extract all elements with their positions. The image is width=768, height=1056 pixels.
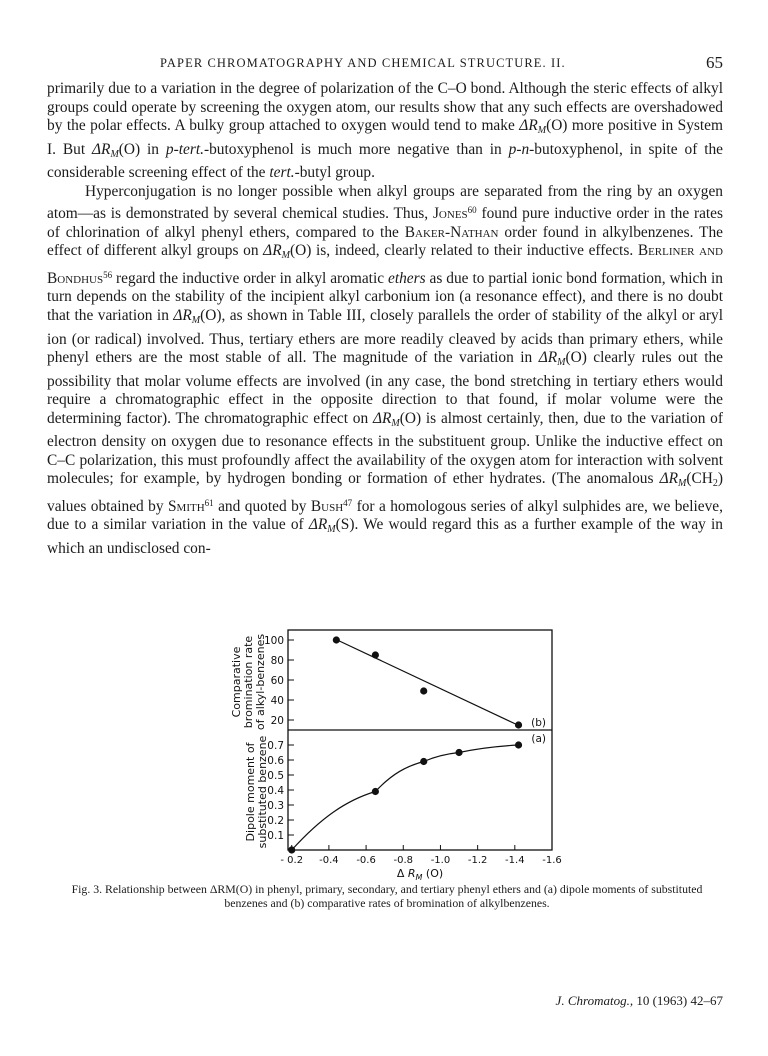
caption-text: Fig. 3. Relationship between ΔRM(O) in phenyl, primary, secondary, and tertiary phenyl ethers and (a) dipole moments of substituted benzenes and (b) comparative rates of bromination of alkylbenzenes. bbox=[71, 882, 703, 910]
panel-label-b: (b) bbox=[531, 717, 546, 729]
ytick-label-a: 0.4 bbox=[267, 785, 284, 797]
figure-3 bbox=[190, 620, 610, 980]
xtick-label: -0.8 bbox=[393, 855, 414, 866]
text-run: ΔR bbox=[173, 307, 192, 325]
journal-footer bbox=[528, 993, 723, 1009]
x-axis-label-o: (O) bbox=[422, 867, 444, 880]
trend-line-b bbox=[339, 641, 515, 724]
panel-label-a: (a) bbox=[531, 733, 546, 745]
text-run: tert. bbox=[269, 164, 295, 182]
running-title: PAPER CHROMATOGRAPHY AND CHEMICAL STRUCTURE. II. bbox=[160, 56, 566, 70]
data-point-b bbox=[515, 721, 522, 728]
ytick-label-a: 0.1 bbox=[267, 830, 284, 842]
text-run: M bbox=[678, 478, 687, 490]
text-run: ΔR bbox=[538, 349, 558, 367]
text-run: (O) in bbox=[118, 140, 166, 158]
x-axis-label-delta: Δ bbox=[396, 867, 408, 880]
body-text bbox=[47, 80, 723, 559]
text-run: M bbox=[327, 524, 336, 536]
data-point-a bbox=[420, 758, 427, 765]
text-run: regard the inductive order in alkyl aromatic bbox=[112, 269, 388, 287]
xtick-label: -1.6 bbox=[542, 855, 562, 866]
text-run: Hyperconjugation is no longer possible when alkyl groups are separated from the ring by an oxygen atom—as is demonstrated by several chemical studies. Thus, bbox=[47, 182, 723, 223]
data-point-b bbox=[372, 651, 379, 658]
y-axis-label-b: Comparativebromination rateof alkyl-benzenes bbox=[230, 633, 267, 731]
text-run: (S). We would regard this as a further example of the way in which an undisclosed con- bbox=[47, 516, 723, 558]
ytick-label-b: 40 bbox=[270, 695, 284, 707]
text-run: Jones bbox=[432, 205, 468, 223]
text-run: -butyl group. bbox=[294, 164, 375, 182]
text-run: order found in alkylbenzenes. The effect of different alkyl groups on bbox=[47, 223, 723, 260]
x-axis-label bbox=[397, 867, 443, 882]
text-run: ΔR bbox=[308, 516, 328, 534]
journal-citation: 10 (1963) 42–67 bbox=[633, 993, 723, 1008]
paragraph-2 bbox=[47, 183, 723, 559]
curve-a bbox=[292, 745, 519, 850]
y-axis-label-a: Dipole moment ofsubstituted benzene bbox=[244, 735, 269, 849]
ytick-label-a: 0.5 bbox=[267, 770, 284, 782]
data-point-a bbox=[515, 741, 522, 748]
data-point-a bbox=[372, 788, 379, 795]
text-run: and quoted by bbox=[213, 497, 311, 515]
ytick-label-b: 60 bbox=[270, 675, 284, 687]
text-run: 47 bbox=[343, 497, 353, 508]
text-run: ) values obtained by bbox=[47, 470, 723, 515]
text-run: Baker-Nathan bbox=[404, 223, 499, 241]
text-run: -butoxyphenol, in spite of the considerable screening effect of the bbox=[47, 140, 724, 182]
ytick-label-a: 0.3 bbox=[267, 800, 284, 812]
text-run: (O) is almost certainly, then, due to the variation of electron density on oxygen due to resonance effects in the substituent group. Unlike the inductive effect on C–C polarization, this must profoundly affect the availability of the oxygen atom for interaction with solvent molecules; for example, by hydrogen bonding or formation of ether hydrates. (The anomalous bbox=[47, 409, 723, 488]
page-number: 65 bbox=[706, 53, 723, 72]
xtick-label: -0.6 bbox=[356, 855, 376, 866]
text-run: M bbox=[391, 417, 400, 429]
text-run: found pure inductive order in the rates of chlorination of alkyl phenyl ethers, compared to the bbox=[47, 205, 723, 241]
text-run: ΔR bbox=[659, 470, 678, 488]
text-run: Smith bbox=[168, 497, 205, 515]
xtick-label: -0.4 bbox=[319, 855, 339, 866]
paragraph-1 bbox=[47, 80, 723, 183]
text-run: ethers bbox=[387, 269, 426, 287]
xtick-label: -1.0 bbox=[430, 855, 451, 866]
text-run: Bush bbox=[310, 497, 344, 515]
ytick-label-a: 0.2 bbox=[267, 815, 284, 827]
text-run: p-n bbox=[508, 140, 530, 158]
text-run: primarily due to a variation in the degree of polarization of the C–O bond. Although the steric effects of alkyl groups could operate by screening the oxygen atom, our results show that any such effects are overshadowed by the polar effects. A bulky group attached to oxygen would tend to make bbox=[47, 80, 723, 135]
text-run: 56 bbox=[103, 269, 113, 280]
ytick-label-a: 0.7 bbox=[267, 740, 284, 752]
text-run: M bbox=[537, 125, 547, 137]
xtick-label: - 0.2 bbox=[280, 855, 304, 866]
text-run: (O) more positive in System I. But bbox=[47, 117, 723, 158]
text-run: (CH bbox=[686, 470, 713, 488]
text-run: (O) clearly rules out the possibility that molar volume effects are involved (in any case, the bond stretching in tertiary ethers would require a chromatographic effect in the opposite direction to that found, if molar volume were the determining factor). The chromatographic effect on bbox=[47, 349, 723, 427]
figure-plot bbox=[190, 620, 610, 882]
text-run: ΔR bbox=[519, 117, 538, 135]
text-run: as due to partial ionic bond formation, which in turn depends on the stability of the incipient alkyl carbonium ion (a resonance effect), and there is no doubt that the variation in bbox=[47, 269, 723, 325]
text-run: 2 bbox=[712, 478, 718, 490]
text-run: ΔR bbox=[263, 242, 282, 260]
text-run: M bbox=[110, 148, 119, 160]
text-run: 61 bbox=[204, 497, 214, 508]
figure-caption bbox=[52, 882, 722, 910]
data-point-a bbox=[455, 749, 462, 756]
text-run: ΔR bbox=[92, 140, 111, 158]
text-run: p-tert. bbox=[165, 140, 204, 158]
x-axis-label-m: M bbox=[415, 873, 423, 882]
text-run: 60 bbox=[467, 205, 477, 216]
text-run: M bbox=[281, 250, 290, 262]
text-run: Berliner and Bondhus bbox=[47, 242, 723, 287]
xtick-label: -1.2 bbox=[467, 855, 488, 866]
xtick-label: -1.4 bbox=[505, 855, 525, 866]
running-header bbox=[160, 53, 723, 72]
ytick-label-b: 20 bbox=[270, 715, 284, 727]
text-run: (O), as shown in Table III, closely parallels the order of stability of the alkyl or aryl ion (or radical) involved. Thus, tertiary ethers are more readily cleaved by acids than primary ethers, while phenyl ethers are the most stable of all. The magnitude of the variation in bbox=[47, 307, 723, 367]
text-run: -butoxyphenol is much more negative than in bbox=[203, 140, 509, 158]
ytick-label-b: 100 bbox=[263, 635, 284, 647]
x-axis-label-r: R bbox=[407, 867, 416, 880]
text-run: (O) is, indeed, clearly related to their inductive effects. bbox=[289, 242, 638, 260]
data-point-b bbox=[420, 687, 427, 694]
ytick-label-b: 80 bbox=[270, 655, 284, 667]
journal-name: J. Chromatog., bbox=[555, 993, 634, 1008]
text-run: M bbox=[557, 357, 566, 369]
data-point-a bbox=[288, 846, 295, 853]
text-run: for a homologous series of alkyl sulphides are, we believe, due to a similar variation in the value of bbox=[47, 497, 723, 534]
text-run: M bbox=[191, 315, 201, 327]
ytick-label-a: 0.6 bbox=[267, 755, 284, 767]
text-run: ΔR bbox=[372, 409, 392, 427]
data-point-b bbox=[333, 636, 340, 643]
